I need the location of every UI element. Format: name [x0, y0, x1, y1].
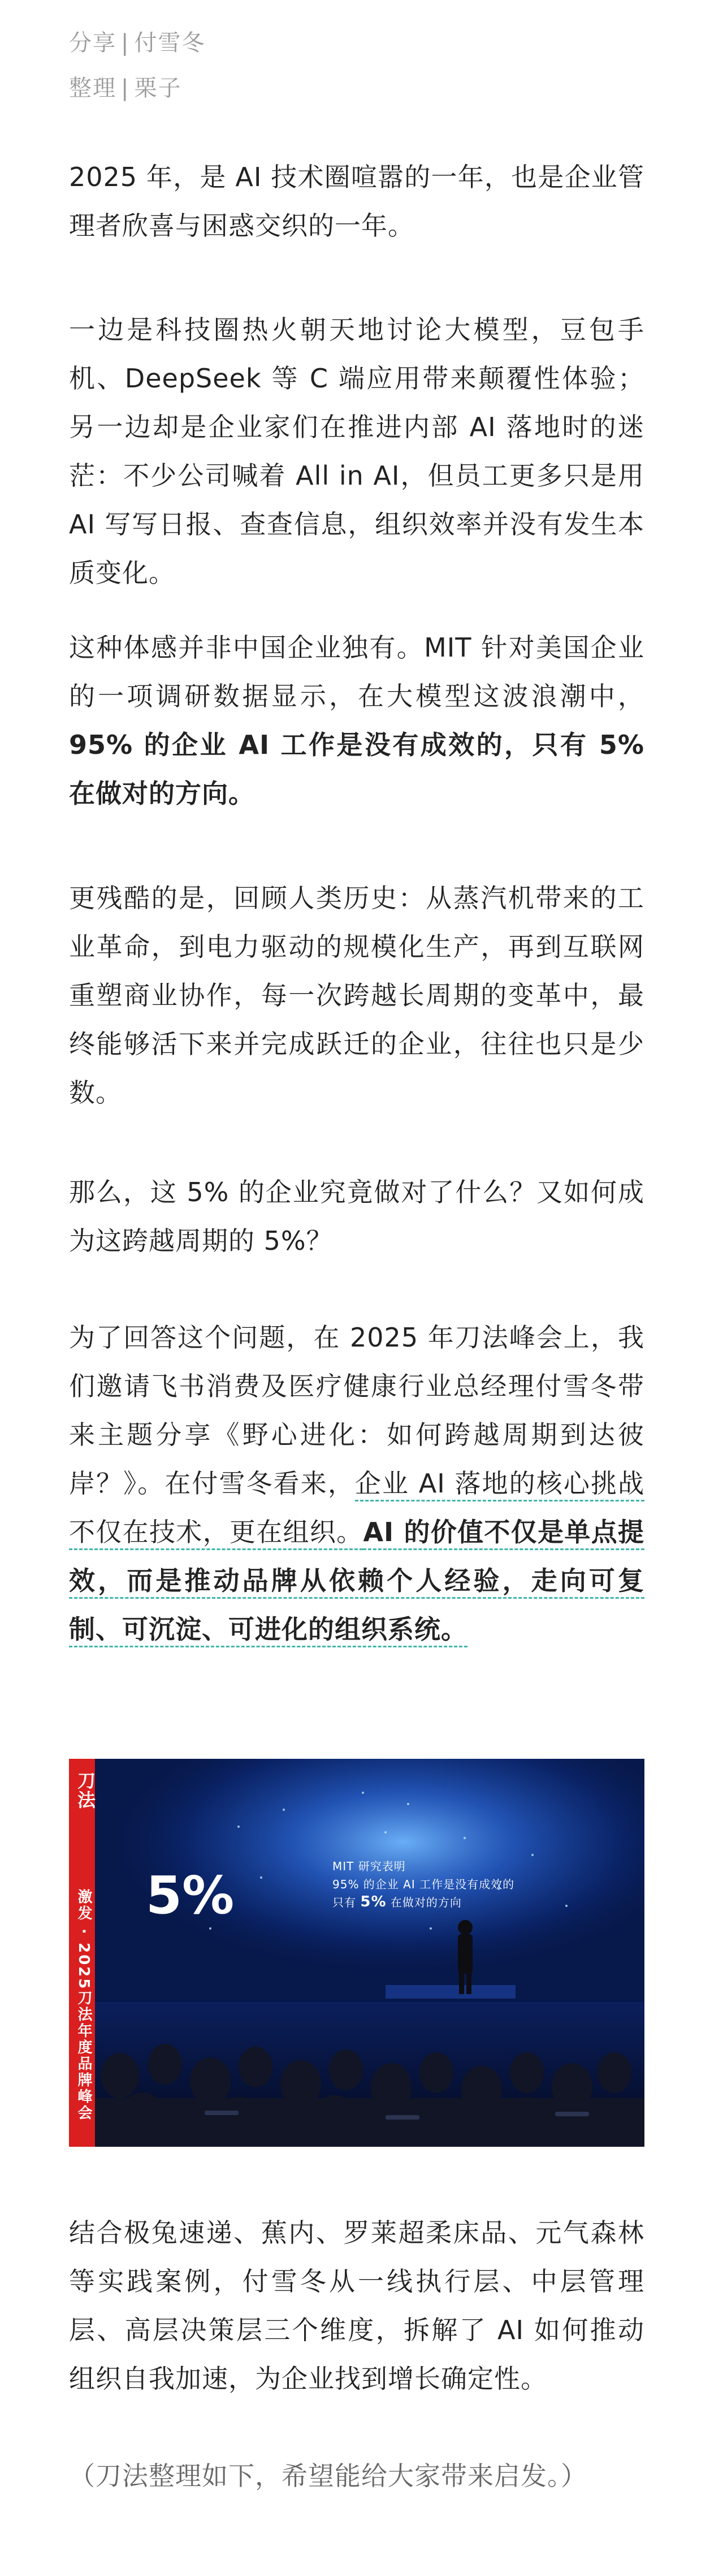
mit-research-highlight: 95% 的企业 AI 工作是没有成效的，只有 5% 在做对的方向。 [69, 730, 644, 809]
paragraph-editor-note: （刀法整理如下，希望能给大家带来启发。） [69, 2461, 587, 2491]
slide-text-line-2: 95% 的企业 AI 工作是没有成效的 [332, 1878, 515, 1891]
paragraph-history: 更残酷的是，回顾人类历史：从蒸汽机带来的工业革命，到电力驱动的规模化生产，再到互联网重塑商业协作，每一次跨越长周期的变革中，最终能够活下来并完成跃迁的企业，往往也只是少数。 [69, 883, 644, 1108]
paragraph-summit [69, 1313, 644, 1654]
slide-text-line-1: MIT 研究表明 [332, 1859, 406, 1873]
event-name: 激发 · 2025刀法年度品牌峰会 [75, 1889, 92, 2122]
summit-underlined-text: 企业 AI 落地的核心挑战不仅在技术，更在组织。 [69, 1468, 644, 1550]
slide-line-3-pre: 只有 [332, 1896, 356, 1909]
credit-edit [69, 70, 181, 102]
credit-edit-label: 整理 [69, 75, 116, 101]
paragraph-cases: 结合极兔速递、蕉内、罗莱超柔床品、元气森林等实践案例，付雪冬从一线执行层、中层管理层、高层决策层三个维度，拆解了 AI 如何推动组织自我加速，为企业找到增长确定性。 [69, 2217, 644, 2394]
paragraph-intro: 2025 年，是 AI 技术圈喧嚣的一年，也是企业管理者欣喜与困惑交织的一年。 [69, 162, 644, 241]
paragraph-question: 那么，这 5% 的企业究竟做对了什么？又如何成为这跨越周期的 5%？ [69, 1177, 644, 1256]
credit-share-name: 付雪冬 [134, 30, 206, 56]
credit-share [69, 25, 205, 57]
credit-separator: | [121, 75, 130, 101]
slide-line-3-post: 在做对的方向 [390, 1896, 462, 1909]
credit-share-label: 分享 [69, 30, 116, 56]
summit-key-insight: AI 的价值不仅是单点提效，而是推动品牌从依赖个人经验，走向可复制、可沉淀、可进化的组织系统。 [69, 1517, 644, 1647]
event-photo [69, 1759, 644, 2147]
paragraph-mit-research [69, 623, 644, 818]
slide-text-line-3 [332, 1893, 462, 1910]
slide-big-number: 5% [146, 1865, 235, 1926]
brand-logo: 刀法 [75, 1771, 96, 1810]
paragraph-contrast: 一边是科技圈热火朝天地讨论大模型，豆包手机、DeepSeek 等 C 端应用带来颠覆性体验；另一边却是企业家们在推进内部 AI 落地时的迷茫：不少公司喊着 All in AI，但员工更多只是用 AI 写写日报、查查信息，组织效率并没有发生本质变化。 [69, 314, 644, 588]
credit-edit-name: 栗子 [134, 75, 182, 101]
summit-text: 为了回答这个问题，在 2025 年刀法峰会上，我们邀请飞书消费及医疗健康行业总经理付雪冬带来主题分享《野心进化：如何跨越周期到达彼岸？》。在付雪冬看来， [69, 1322, 644, 1499]
stage-scene-graphic [69, 1759, 644, 2147]
credit-separator: | [121, 30, 130, 56]
brand-logo-bar [69, 1759, 95, 2147]
slide-line-3-highlight: 5% [360, 1893, 387, 1910]
mit-research-text: 这种体感并非中国企业独有。MIT 针对美国企业的一项调研数据显示，在大模型这波浪潮中， [69, 632, 644, 711]
